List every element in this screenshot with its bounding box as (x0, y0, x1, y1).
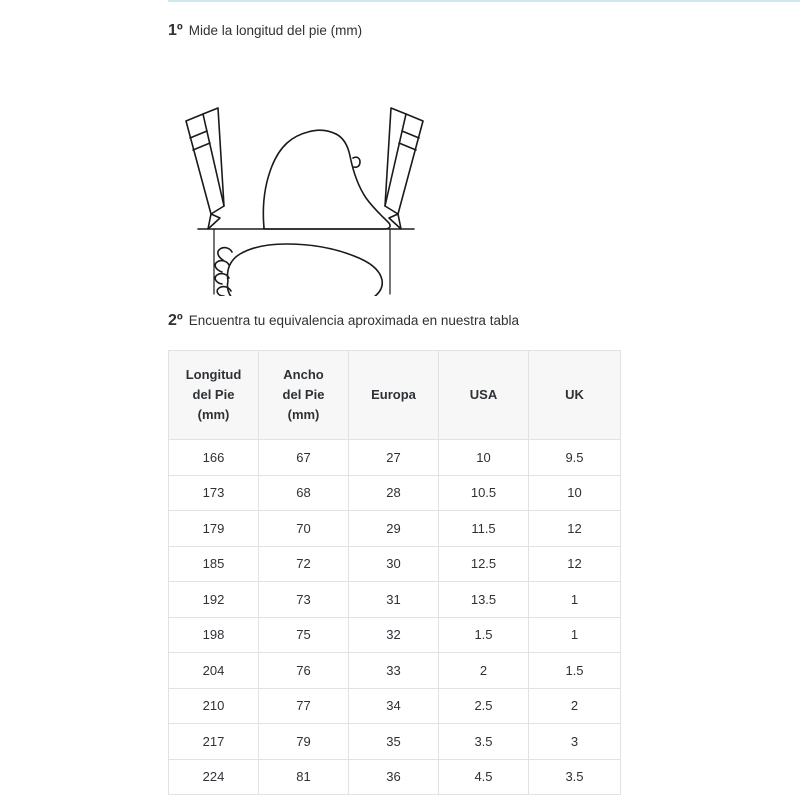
cell-europa: 27 (349, 440, 439, 476)
header-line: del Pie (282, 386, 325, 402)
cell-uk: 3.5 (529, 759, 621, 795)
foot-diagram-svg (168, 46, 800, 296)
cell-europa: 34 (349, 688, 439, 724)
cell-uk: 3 (529, 724, 621, 760)
cell-usa: 13.5 (439, 582, 529, 618)
foot-top-outline (227, 244, 382, 296)
cell-foot-width: 68 (259, 475, 349, 511)
cell-usa: 3.5 (439, 724, 529, 760)
cell-foot-width: 73 (259, 582, 349, 618)
cell-foot-length: 166 (169, 440, 259, 476)
cell-foot-width: 70 (259, 511, 349, 547)
cell-foot-width: 77 (259, 688, 349, 724)
ankle-detail (353, 157, 360, 167)
toe-2 (215, 261, 229, 272)
cell-usa: 2.5 (439, 688, 529, 724)
cell-foot-length: 173 (169, 475, 259, 511)
cell-usa: 2 (439, 653, 529, 689)
cell-foot-length: 179 (169, 511, 259, 547)
cell-uk: 12 (529, 511, 621, 547)
header-line: Europa (371, 386, 416, 402)
table-row (169, 653, 621, 689)
cell-europa: 35 (349, 724, 439, 760)
cell-uk: 1 (529, 582, 621, 618)
table-row (169, 546, 621, 582)
table-row (169, 440, 621, 476)
cell-usa: 12.5 (439, 546, 529, 582)
header-line: Ancho (283, 366, 324, 382)
column-header-foot-length (169, 351, 259, 440)
left-pencil-tip (208, 214, 220, 229)
cell-europa: 31 (349, 582, 439, 618)
table-header-row (169, 351, 621, 440)
cell-foot-length: 185 (169, 546, 259, 582)
cell-foot-length: 224 (169, 759, 259, 795)
foot-measurement-diagram (168, 46, 800, 296)
column-header-europa (349, 351, 439, 440)
table-body (169, 440, 621, 795)
table-row (169, 724, 621, 760)
cell-uk: 1 (529, 617, 621, 653)
table-header (169, 351, 621, 440)
cell-foot-length: 204 (169, 653, 259, 689)
step-two-text: Encuentra tu equivalencia aproximada en nuestra tabla (188, 313, 519, 328)
cell-europa: 29 (349, 511, 439, 547)
step-two-number: 2º (168, 312, 183, 329)
cell-europa: 32 (349, 617, 439, 653)
cell-usa: 4.5 (439, 759, 529, 795)
cell-foot-width: 79 (259, 724, 349, 760)
cell-usa: 10 (439, 440, 529, 476)
header-line: USA (469, 386, 498, 402)
cell-uk: 12 (529, 546, 621, 582)
cell-foot-length: 210 (169, 688, 259, 724)
column-header-uk (529, 351, 621, 440)
right-pencil-tip (389, 214, 401, 229)
cell-foot-length: 198 (169, 617, 259, 653)
column-header-foot-width (259, 351, 349, 440)
table-row (169, 759, 621, 795)
right-pencil-body (385, 114, 423, 214)
left-pencil-body (186, 114, 224, 214)
cell-europa: 36 (349, 759, 439, 795)
cell-usa: 10.5 (439, 475, 529, 511)
cell-europa: 28 (349, 475, 439, 511)
cell-usa: 11.5 (439, 511, 529, 547)
table-row (169, 511, 621, 547)
cell-foot-width: 72 (259, 546, 349, 582)
cell-foot-width: 81 (259, 759, 349, 795)
cell-uk: 2 (529, 688, 621, 724)
cell-foot-length: 217 (169, 724, 259, 760)
cell-foot-width: 67 (259, 440, 349, 476)
step-one (168, 22, 800, 40)
header-line: Longitud (185, 366, 242, 382)
header-line: (mm) (197, 407, 230, 423)
step-one-number: 1º (168, 22, 183, 39)
cell-europa: 33 (349, 653, 439, 689)
column-header-usa (439, 351, 529, 440)
content-column (168, 0, 800, 795)
foot-side-leg-back (263, 130, 336, 228)
header-line: del Pie (192, 386, 235, 402)
table-row (169, 617, 621, 653)
step-two (168, 312, 800, 330)
table-row (169, 475, 621, 511)
header-line: (mm) (287, 407, 320, 423)
cell-usa: 1.5 (439, 617, 529, 653)
cell-foot-width: 75 (259, 617, 349, 653)
header-line: UK (565, 386, 584, 402)
step-one-text: Mide la longitud del pie (mm) (188, 23, 363, 38)
cell-foot-length: 192 (169, 582, 259, 618)
cell-uk: 1.5 (529, 653, 621, 689)
toe-1 (218, 248, 232, 260)
size-conversion-table (168, 350, 621, 795)
table-row (169, 688, 621, 724)
cell-uk: 9.5 (529, 440, 621, 476)
cell-uk: 10 (529, 475, 621, 511)
table-row (169, 582, 621, 618)
cell-europa: 30 (349, 546, 439, 582)
cell-foot-width: 76 (259, 653, 349, 689)
